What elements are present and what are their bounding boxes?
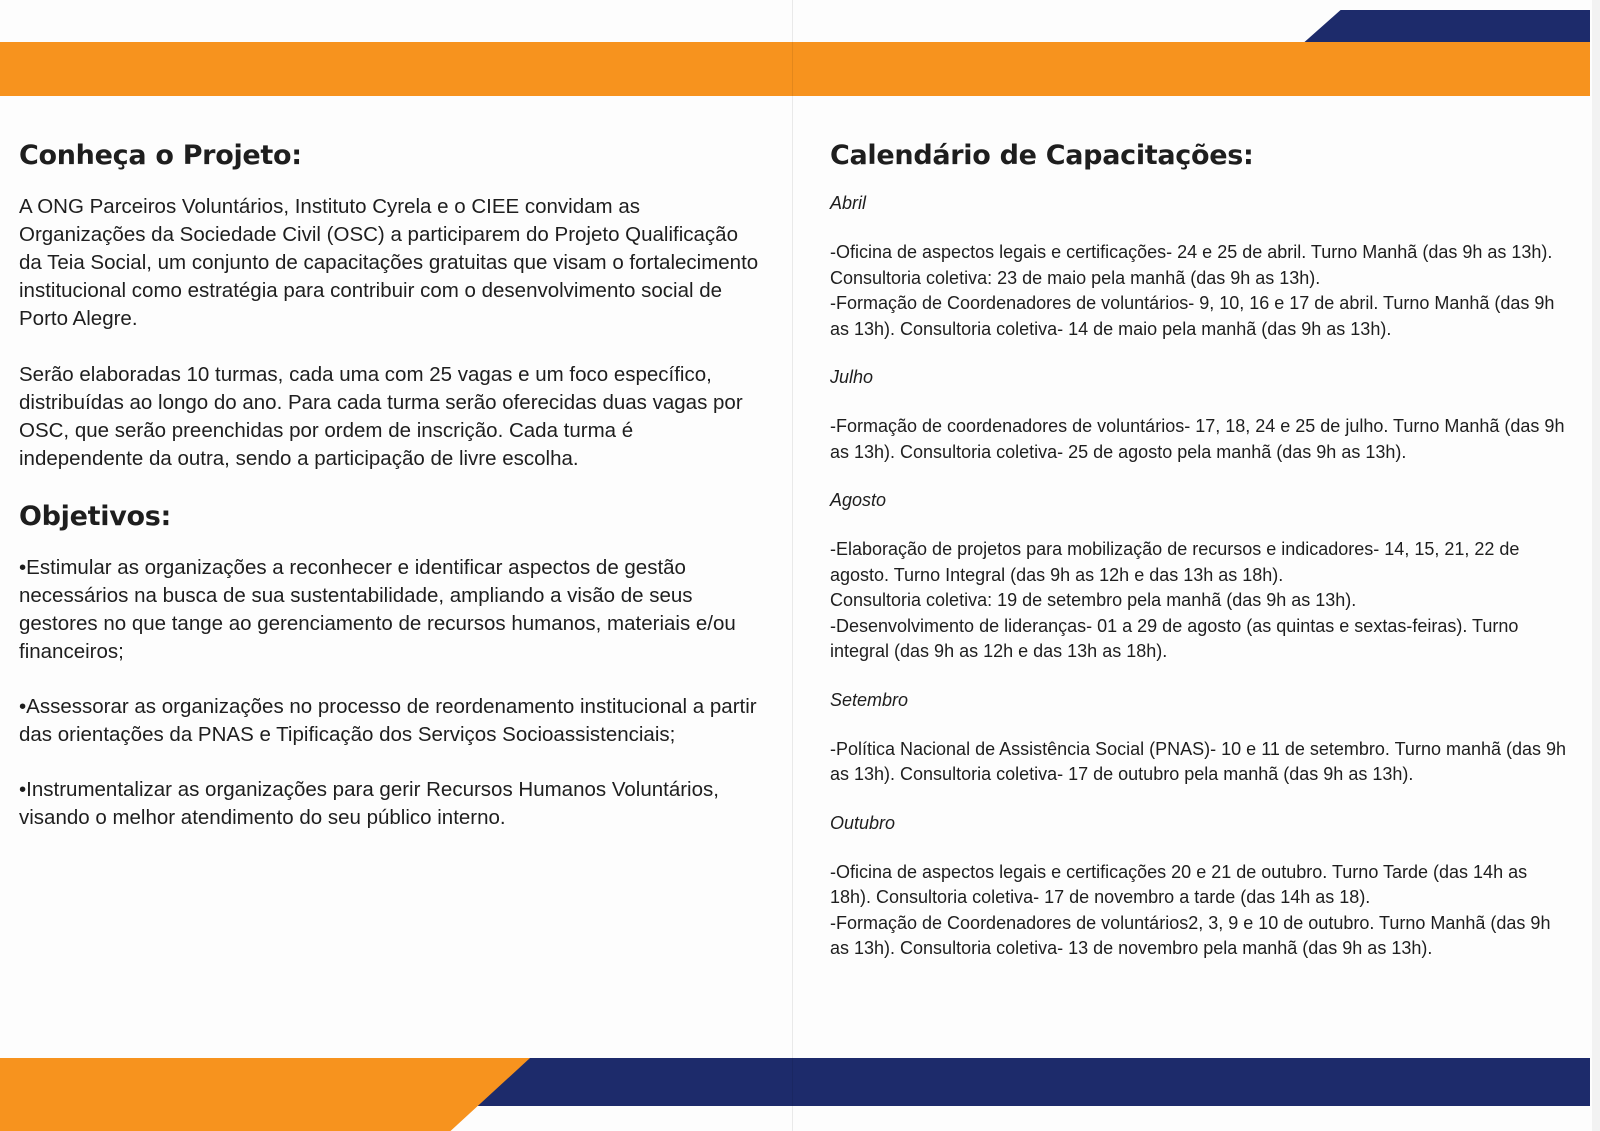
bottom-orange-band bbox=[0, 1058, 530, 1131]
month-block-outubro bbox=[830, 860, 1570, 962]
top-navy-stripe bbox=[1300, 10, 1590, 46]
calendar-entry: -Formação de Coordenadores de voluntários- 9, 10, 16 e 17 de abril. Turno Manhã (das 9h as 13h). Consultoria coletiva- 14 de maio pela manhã (das 9h as 13h). bbox=[830, 293, 1555, 339]
objective-item: •Assessorar as organizações no processo de reordenamento institucional a partir das orientações da PNAS e Tipificação dos Serviços Socioassistenciais; bbox=[19, 695, 757, 746]
objective-item: •Instrumentalizar as organizações para gerir Recursos Humanos Voluntários, visando o melhor atendimento do seu público interno. bbox=[19, 778, 719, 829]
month-block-setembro bbox=[830, 737, 1570, 788]
calendar-entry: Consultoria coletiva: 19 de setembro pela manhã (das 9h as 13h). bbox=[830, 590, 1357, 610]
month-label-julho: Julho bbox=[830, 367, 874, 387]
objectives-heading: Objetivos: bbox=[19, 501, 172, 532]
project-paragraph-1: A ONG Parceiros Voluntários, Instituto Cyrela e o CIEE convidam as Organizações da Sociedade Civil (OSC) a participarem do Projeto Qualificação da Teia Social, um conjunto de capacitações gratuitas que visam o fortalecimento institucional como estratégia para contribuir com o desenvolvimento social de Porto Alegre. bbox=[19, 195, 759, 330]
calendar-entry: -Oficina de aspectos legais e certificações 20 e 21 de outubro. Turno Tarde (das 14h as 18h). Consultoria coletiva- 17 de novembro a tarde (das 14h as 18). bbox=[830, 861, 1528, 907]
fold-line bbox=[792, 0, 793, 1131]
calendar-entry: -Oficina de aspectos legais e certificações- 24 e 25 de abril. Turno Manhã (das 9h as 13h). Consultoria coletiva: 23 de maio pela manhã (das 9h as 13h). bbox=[830, 242, 1553, 288]
project-paragraph-2: Serão elaboradas 10 turmas, cada uma com 25 vagas e um foco específico, distribuídas ao longo do ano. Para cada turma serão oferecidas duas vagas por OSC, que serão preenchidas por ordem de inscrição. Cada turma é independente da outra, sendo a participação de livre escolha. bbox=[19, 363, 743, 470]
calendar-heading: Calendário de Capacitações: bbox=[830, 140, 1254, 171]
month-label-setembro: Setembro bbox=[830, 689, 909, 710]
objective-item: •Estimular as organizações a reconhecer e identificar aspectos de gestão necessários na busca de sua sustentabilidade, ampliando a visão de seus gestores no que tange ao gerenciamento de recursos humanos, materiais e/ou financeiros; bbox=[19, 556, 736, 663]
calendar-entry: -Elaboração de projetos para mobilização de recursos e indicadores- 14, 15, 21, 22 de agosto. Turno Integral (das 9h as 12h e das 13h as 18h). bbox=[830, 539, 1520, 585]
calendar-entry: -Desenvolvimento de lideranças- 01 a 29 de agosto (as quintas e sextas-feiras). Turno integral (das 9h as 12h e das 13h as 18h). bbox=[830, 615, 1519, 661]
bottom-navy-band bbox=[450, 1058, 1590, 1106]
calendar-entry: -Formação de coordenadores de voluntários- 17, 18, 24 e 25 de julho. Turno Manhã (das 9h as 13h). Consultoria coletiva- 25 de agosto pela manhã (das 9h as 13h). bbox=[830, 416, 1565, 462]
month-block-julho bbox=[830, 414, 1570, 465]
calendar-entry: -Política Nacional de Assistência Social (PNAS)- 10 e 11 de setembro. Turno manhã (das 9h as 13h). Consultoria coletiva- 17 de outubro pela manhã (das 9h as 13h). bbox=[830, 738, 1567, 784]
month-block-abril bbox=[830, 240, 1570, 342]
month-label-abril: Abril bbox=[830, 193, 867, 213]
month-block-agosto bbox=[830, 537, 1570, 665]
calendar-entry: -Formação de Coordenadores de voluntários2, 3, 9 e 10 de outubro. Turno Manhã (das 9h as 13h). Consultoria coletiva- 13 de novembro pela manhã (das 9h as 13h). bbox=[830, 912, 1551, 958]
project-heading: Conheça o Projeto: bbox=[19, 140, 302, 171]
top-orange-band bbox=[0, 42, 1590, 96]
page-edge bbox=[1592, 0, 1600, 1131]
month-label-agosto: Agosto bbox=[830, 490, 887, 510]
right-column bbox=[830, 140, 1570, 987]
left-column bbox=[19, 140, 759, 859]
month-label-outubro: Outubro bbox=[830, 812, 896, 833]
